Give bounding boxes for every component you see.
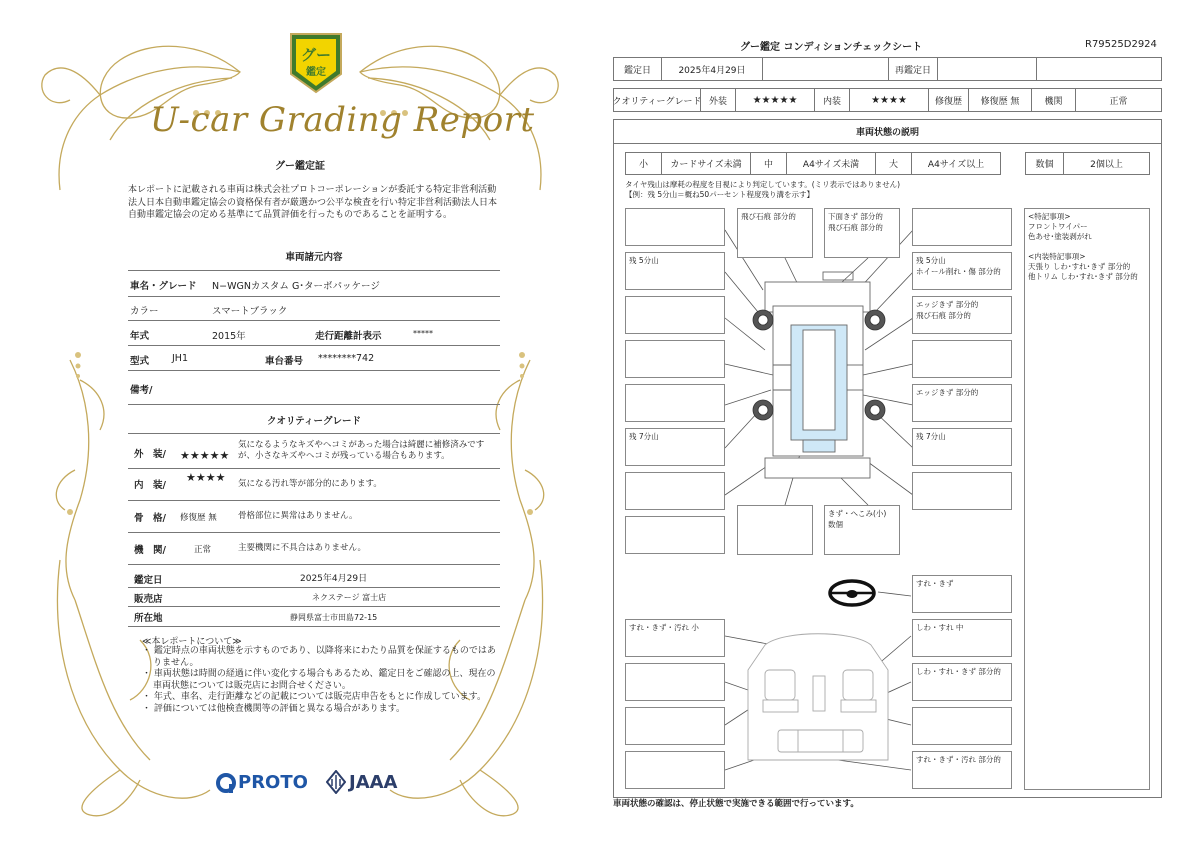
exterior-box: 残 7分山 bbox=[625, 428, 725, 466]
interior-label: 内装 bbox=[814, 88, 850, 112]
engine-description: 主要機関に不具合はありません。 bbox=[238, 543, 367, 553]
exterior-box: エッジきず 部分的 bbox=[912, 384, 1012, 422]
address-label: 所在地 bbox=[134, 613, 163, 624]
divider bbox=[128, 606, 500, 607]
divider bbox=[128, 468, 500, 469]
divider bbox=[128, 500, 500, 501]
interior-box: しわ・すれ 中 bbox=[912, 619, 1012, 657]
interior-box: しわ・すれ・きず 部分的 bbox=[912, 663, 1012, 701]
divider bbox=[128, 370, 500, 371]
size-mid-desc: A4サイズ未満 bbox=[786, 152, 876, 175]
interior-box bbox=[625, 707, 725, 745]
divider bbox=[128, 626, 500, 627]
steering-wheel-icon bbox=[830, 581, 874, 605]
grade-label: クオリティーグレード bbox=[613, 88, 701, 112]
sheet-id: R79525D2924 bbox=[1085, 39, 1157, 50]
chassis-value: ********742 bbox=[318, 353, 375, 364]
note-item: ・ 評価については他検査機関等の評価と異なる場合があります。 bbox=[142, 703, 405, 714]
goo-kantei-badge-icon bbox=[287, 30, 345, 96]
repair-label: 修復歴 bbox=[928, 88, 969, 112]
exterior-box bbox=[625, 340, 725, 378]
exterior-box: 残 5分山 bbox=[625, 252, 725, 290]
divider bbox=[128, 532, 500, 533]
car-name-label: 車名・グレード bbox=[130, 281, 197, 292]
exterior-box: 残 7分山 bbox=[912, 428, 1012, 466]
frame-label: 骨 格/ bbox=[134, 513, 166, 524]
reinspection-value bbox=[937, 57, 1037, 81]
exterior-box: 飛び石痕 部分的 bbox=[737, 208, 813, 258]
address-value: 静岡県富士市田島72-15 bbox=[290, 613, 378, 622]
exterior-box bbox=[912, 208, 1012, 246]
interior-note: 天張り しわ･すれ･きず 部分的 bbox=[1028, 262, 1131, 271]
model-label: 型式 bbox=[130, 356, 150, 367]
divider bbox=[128, 587, 500, 588]
exterior-box bbox=[625, 384, 725, 422]
jaaa-logo-icon bbox=[326, 770, 346, 794]
exterior-box bbox=[625, 296, 725, 334]
exterior-box: 残 5分山 ホイール削れ・傷 部分的 bbox=[912, 252, 1012, 290]
tire-note-line: タイヤ残山は摩耗の程度を目視により判定しています。(ミリ表示ではありません) bbox=[625, 180, 901, 189]
report-title: U-car Grading Report bbox=[150, 100, 535, 140]
exterior-box: きず・へこみ(小) 数個 bbox=[824, 505, 900, 555]
report-notes bbox=[142, 646, 497, 715]
exterior-box: 下面きず 部分的 飛び石痕 部分的 bbox=[824, 208, 900, 258]
condition-title: 車両状態の説明 bbox=[613, 119, 1162, 144]
jaaa-logo: JAAA bbox=[349, 772, 398, 793]
interior-box: すれ・きず・汚れ 部分的 bbox=[912, 751, 1012, 789]
date-label: 鑑定日 bbox=[613, 57, 662, 81]
car-top-view bbox=[765, 272, 870, 478]
interior-label: 内 装/ bbox=[134, 480, 166, 491]
repair-value: 修復歴 無 bbox=[968, 88, 1032, 112]
divider bbox=[128, 564, 500, 565]
divider bbox=[128, 404, 500, 405]
color-value: スマートブラック bbox=[212, 306, 288, 317]
certificate-title: グー鑑定証 bbox=[275, 161, 325, 172]
spec-section-title: 車両諸元内容 bbox=[285, 252, 343, 263]
count-label: 数個 bbox=[1025, 152, 1064, 175]
engine-label: 機関 bbox=[1031, 88, 1076, 112]
size-large-desc: A4サイズ以上 bbox=[911, 152, 1001, 175]
inspection-date-label: 鑑定日 bbox=[134, 575, 163, 586]
tire-note bbox=[625, 180, 900, 200]
certificate-statement: 本レポートに記載される車両は株式会社プロトコーポレーションが委託する特定非営利活動法人日本自動車鑑定協会の資格保有者が厳選かつ公平な検査を行い特定非営利活動法人日本自動車鑑定協会の定める基準にて品質評価を行ったものであることを証明する。 bbox=[128, 185, 498, 220]
engine-label: 機 関/ bbox=[134, 545, 166, 556]
exterior-box bbox=[737, 505, 813, 555]
quality-section-title: クオリティーグレード bbox=[266, 416, 362, 427]
year-label: 年式 bbox=[130, 331, 150, 342]
interior-stars: ★★★★ bbox=[186, 471, 226, 484]
interior-description: 気になる汚れ等が部分的にあります。 bbox=[238, 479, 382, 489]
divider bbox=[128, 270, 500, 271]
date-value: 2025年4月29日 bbox=[661, 57, 763, 81]
note-item: ・ 車両状態は時間の経過に伴い変化する場合もあるため、鑑定日をご確認の上、現在の車両状態については販売店にお問合せください。 bbox=[142, 669, 496, 691]
badge-kantei-text: 鑑定 bbox=[306, 67, 326, 78]
exterior-box bbox=[625, 516, 725, 554]
special-notes-title: <特記事項> bbox=[1028, 212, 1071, 221]
exterior-stars: ★★★★★ bbox=[180, 449, 230, 462]
size-mid-label: 中 bbox=[750, 152, 787, 175]
dealer-label: 販売店 bbox=[134, 594, 163, 605]
car-interior-view bbox=[748, 634, 888, 760]
odometer-label: 走行距離計表示 bbox=[315, 331, 382, 342]
remarks-panel bbox=[1024, 208, 1150, 790]
special-note: 色あせ･塗装剥がれ bbox=[1028, 232, 1092, 241]
odometer-value: ***** bbox=[413, 329, 433, 338]
car-name-value: N−WGNカスタム G･ターボパッケージ bbox=[212, 281, 380, 292]
interior-box bbox=[625, 663, 725, 701]
model-value: JH1 bbox=[172, 353, 188, 364]
engine-value: 正常 bbox=[1075, 88, 1162, 112]
divider bbox=[128, 320, 500, 321]
divider bbox=[128, 433, 500, 434]
inspection-date-value: 2025年4月29日 bbox=[300, 574, 368, 584]
exterior-box: エッジきず 部分的 飛び石痕 部分的 bbox=[912, 296, 1012, 334]
interior-box: すれ・きず・汚れ 小 bbox=[625, 619, 725, 657]
exterior-label: 外 装/ bbox=[134, 449, 166, 460]
color-label: カラー bbox=[130, 306, 159, 317]
reinspection-label: 再鑑定日 bbox=[888, 57, 938, 81]
engine-value: 正常 bbox=[194, 545, 212, 555]
spacer bbox=[1028, 242, 1146, 252]
exterior-box bbox=[912, 340, 1012, 378]
frame-value: 修復歴 無 bbox=[180, 513, 217, 523]
size-large-label: 大 bbox=[875, 152, 912, 175]
proto-logo: PROTO bbox=[238, 772, 308, 793]
interior-notes-title: <内装特記事項> bbox=[1028, 252, 1086, 261]
tire-note-line: 【例：残 5分山＝概ね50パーセント程度残り溝を示す】 bbox=[625, 190, 815, 199]
interior-note: 他トリム しわ･すれ･きず 部分的 bbox=[1028, 272, 1138, 281]
special-note: フロントワイパー bbox=[1028, 222, 1088, 231]
divider bbox=[128, 296, 500, 297]
size-small-desc: カードサイズ未満 bbox=[661, 152, 751, 175]
badge-logo-text: グー bbox=[300, 46, 332, 64]
report-notes-title: ≪本レポートについて≫ bbox=[142, 637, 242, 647]
remarks-label: 備考/ bbox=[130, 385, 153, 396]
interior-box bbox=[625, 751, 725, 789]
chassis-label: 車台番号 bbox=[265, 356, 304, 367]
empty-cell bbox=[762, 57, 889, 81]
exterior-box bbox=[625, 472, 725, 510]
sheet-title: グー鑑定 コンディションチェックシート bbox=[740, 42, 923, 53]
exterior-box bbox=[912, 472, 1012, 510]
dealer-value: ネクステージ 富士店 bbox=[312, 593, 387, 602]
frame-description: 骨格部位に異常はありません。 bbox=[238, 511, 358, 521]
exterior-box bbox=[625, 208, 725, 246]
interior-stars: ★★★★ bbox=[849, 88, 929, 112]
year-value: 2015年 bbox=[212, 331, 246, 342]
interior-box bbox=[912, 707, 1012, 745]
divider bbox=[128, 345, 500, 346]
footer-note: 車両状態の確認は、停止状態で実施できる範囲で行っています。 bbox=[613, 799, 859, 809]
note-item: ・ 年式、車名、走行距離などの記載については販売店申告をもとに作成しています。 bbox=[142, 692, 486, 702]
empty-cell bbox=[1036, 57, 1162, 81]
count-desc: 2個以上 bbox=[1063, 152, 1150, 175]
exterior-stars: ★★★★★ bbox=[735, 88, 815, 112]
note-item: ・ 鑑定時点の車両状態を示すものであり、以降将来にわたり品質を保証するものではありません。 bbox=[142, 646, 496, 668]
exterior-label: 外装 bbox=[700, 88, 736, 112]
interior-box: すれ・きず bbox=[912, 575, 1012, 613]
proto-logo-icon bbox=[216, 772, 238, 794]
exterior-description: 気になるようなキズやヘコミがあった場合は綺麗に補修済みですが、小さなキズやヘコミが残っている場合もあります。 bbox=[238, 440, 485, 461]
size-small-label: 小 bbox=[625, 152, 662, 175]
